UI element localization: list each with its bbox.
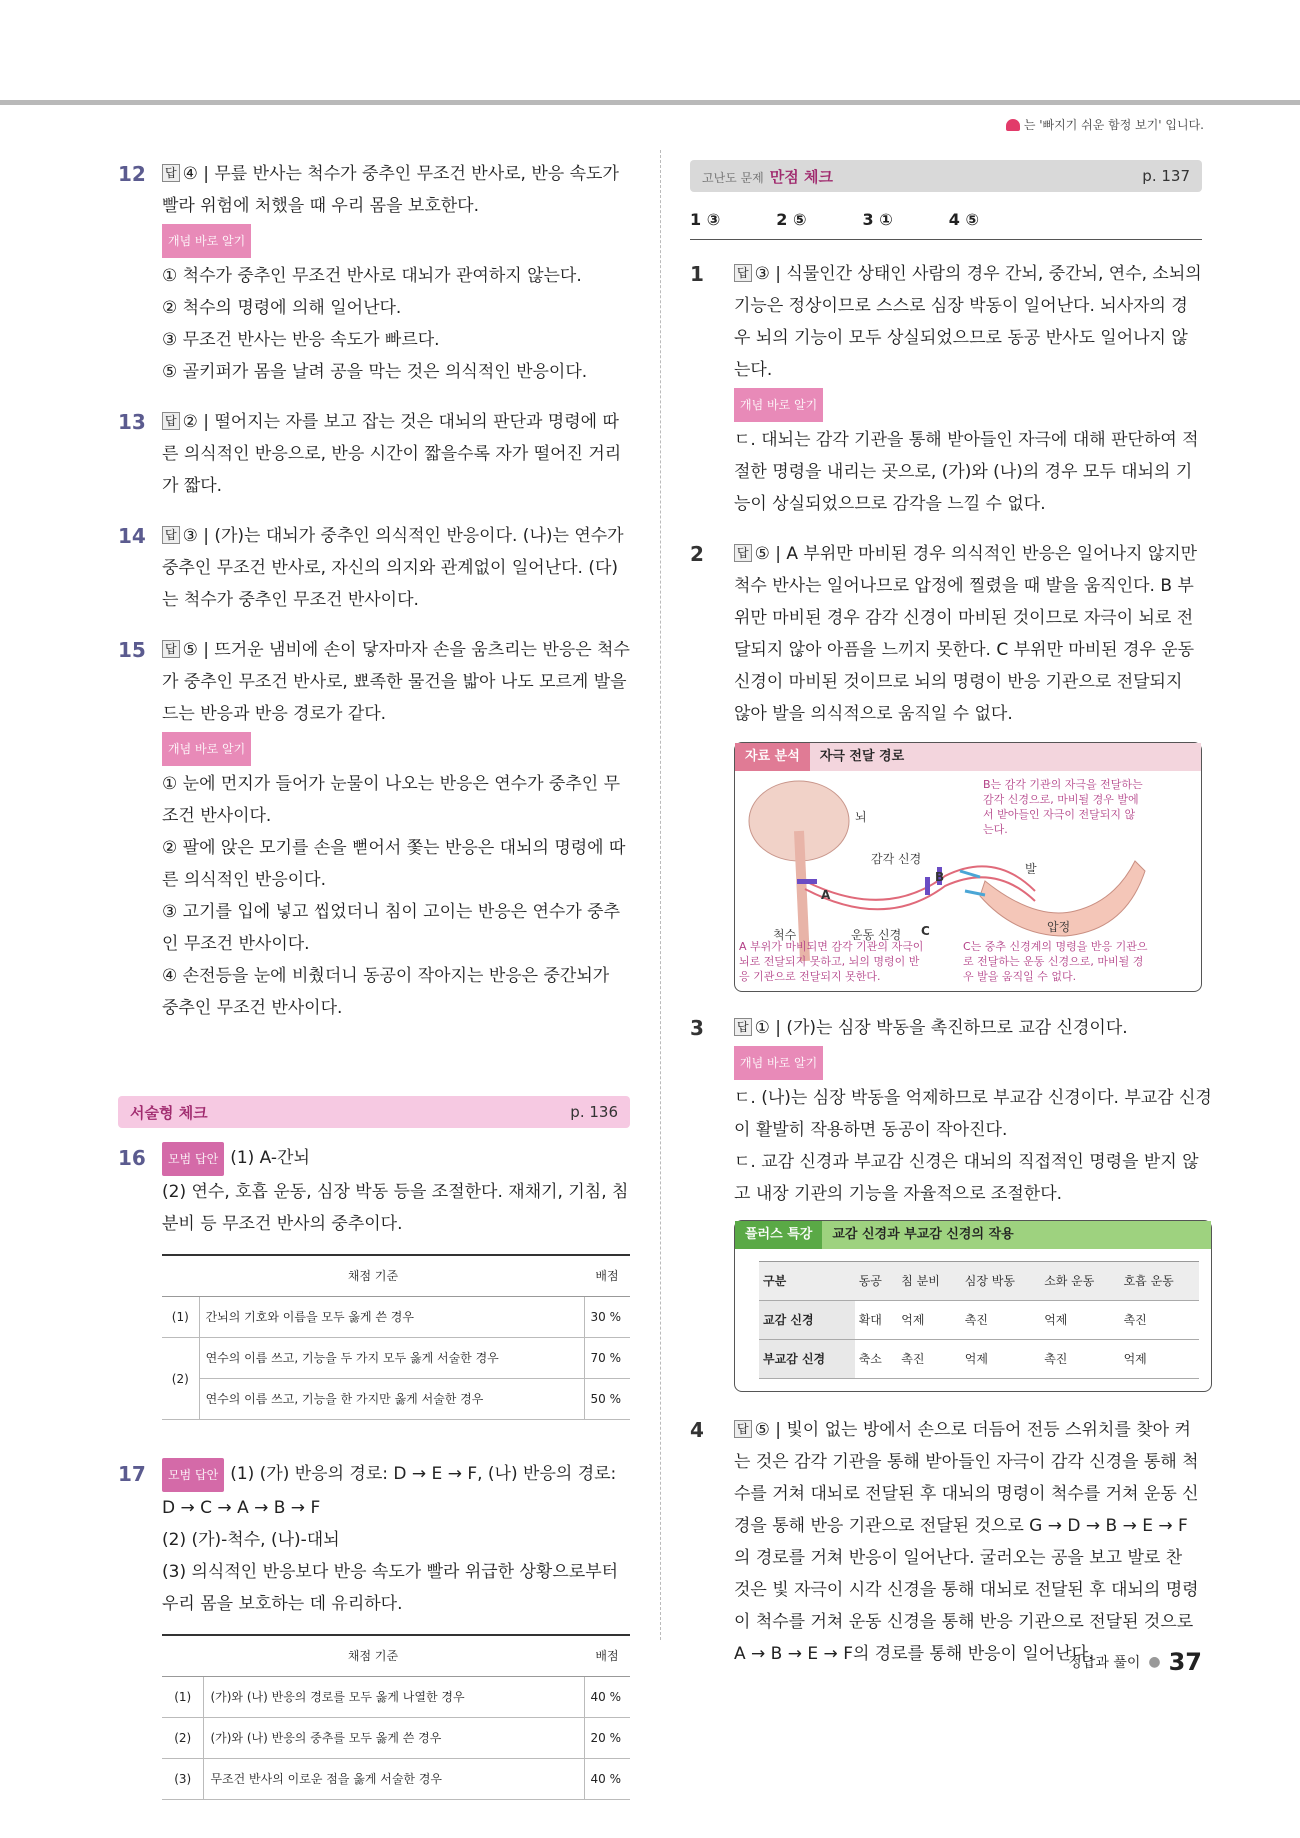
page-number: 37 <box>1168 1648 1202 1676</box>
right-column <box>690 160 1212 1688</box>
answer-17 <box>118 1458 630 1820</box>
answer-4 <box>690 1414 1202 1670</box>
answer-text: ⑤ | 뜨거운 냄비에 손이 닿자마자 손을 움츠리는 반응은 척수가 중추인 무조건 반사로, 뾰족한 물건을 밟아 나도 모르게 발을 드는 반응과 반응 경로가 같다. <box>162 640 630 724</box>
answer-2 <box>690 538 1202 1008</box>
label-a: A <box>821 888 831 902</box>
concept-point: ② 척수의 명령에 의해 일어난다. <box>162 298 402 318</box>
answer-15 <box>118 634 630 1024</box>
answer-mark: 답 <box>162 640 180 658</box>
answer-mark: 답 <box>162 526 180 544</box>
answer-text: ⑤ | 빛이 없는 방에서 손으로 더듬어 전등 스위치를 찾아 켜는 것은 감각 기관을 통해 받아들인 자극이 감각 신경을 통해 척수를 거쳐 대뇌로 전달된 후 대뇌의 명령이 척수를 거쳐 운동 신경을 통해 반응 기관으로 전달된 것으로 G → D → B → E → F의 경로를 거쳐 반응이 일어난다. 굴러오는 공을 보고 발로 찬 것은 빛 자극이 시각 신경을 통해 대뇌로 전달된 후 대뇌의 명령이 척수를 거쳐 운동 신경을 통해 반응 기관으로 전달된 것으로 A → B → E → F의 경로를 통해 반응이 일어난다. <box>734 1420 1199 1664</box>
question-number: 14 <box>118 524 146 548</box>
note-c: C는 중추 신경계의 명령을 반응 기관으로 전달하는 운동 신경으로, 마비될 경우 발을 움직일 수 없다. <box>963 940 1148 983</box>
answer-mark: 답 <box>162 164 180 182</box>
concept-point: ② 팔에 앉은 모기를 손을 뻗어서 쫓는 반응은 대뇌의 명령에 따른 의식적인 반응이다. <box>162 838 626 890</box>
plus-lecture-box <box>734 1220 1212 1392</box>
concept-tag: 개념 바로 알기 <box>162 732 251 766</box>
plus-title: 교감 신경과 부교감 신경의 작용 <box>832 1227 1014 1242</box>
figure-title: 자극 전달 경로 <box>819 749 905 764</box>
legend-note: 는 '빠지기 쉬운 함정 보기' 입니다. <box>1006 116 1204 133</box>
plus-label: 플러스 특강 <box>735 1221 822 1249</box>
label-b: B <box>935 870 945 884</box>
answer-text: ② | 떨어지는 자를 보고 잡는 것은 대뇌의 판단과 명령에 따른 의식적인 반응으로, 반응 시간이 짧을수록 자가 떨어진 거리가 짧다. <box>162 412 622 496</box>
label-spinal-cord: 척수 <box>773 928 797 942</box>
question-number: 17 <box>118 1462 146 1486</box>
model-answer-tag: 모범 답안 <box>162 1458 224 1492</box>
concept-tag: 개념 바로 알기 <box>734 1046 823 1080</box>
answer-line: (1) A-간뇌 <box>230 1148 310 1168</box>
question-number: 3 <box>690 1016 704 1040</box>
answer-text: ③ | (가)는 대뇌가 중추인 의식적인 반응이다. (나)는 연수가 중추인 무조건 반사로, 자신의 의지와 관계없이 일어난다. (다)는 척수가 중추인 무조건 반사이다. <box>162 526 624 610</box>
answer-mark: 답 <box>734 1018 752 1036</box>
question-number: 2 <box>690 542 704 566</box>
table-row: 연수의 이름 쓰고, 기능을 한 가지만 옳게 서술한 경우 50 % <box>162 1379 630 1420</box>
nerve-function-table <box>759 1261 1199 1379</box>
scoring-table <box>162 1634 630 1800</box>
label-motor-nerve: 운동 신경 <box>851 928 902 942</box>
answer-line: (2) 연수, 호흡 운동, 심장 박동 등을 조절한다. 재채기, 기침, 침 분비 등 무조건 반사의 중추이다. <box>162 1182 629 1234</box>
page-reference: p. 136 <box>570 1103 618 1121</box>
table-header: 채점 기준 <box>162 1635 584 1677</box>
answer-14 <box>118 520 630 616</box>
label-sensory-nerve: 감각 신경 <box>871 852 922 866</box>
footer-dot-icon: ● <box>1148 1654 1161 1670</box>
answer-text: ① | (가)는 심장 박동을 촉진하므로 교감 신경이다. <box>754 1018 1128 1038</box>
table-row: (1) (가)와 (나) 반응의 경로를 모두 옳게 나열한 경우 40 % <box>162 1677 630 1718</box>
stimulus-pathway-figure <box>734 742 1202 992</box>
table-row: 부교감 신경 축소 촉진 억제 촉진 억제 <box>759 1340 1199 1379</box>
point-c-marker <box>925 877 930 895</box>
table-row: (2) (가)와 (나) 반응의 중추를 모두 옳게 쓴 경우 20 % <box>162 1718 630 1759</box>
label-c: C <box>921 924 930 938</box>
quick-answer: 2 ⑤ <box>776 210 807 229</box>
figure-label: 자료 분석 <box>735 743 810 771</box>
concept-point: ③ 무조건 반사는 반응 속도가 빠르다. <box>162 330 440 350</box>
question-number: 16 <box>118 1146 146 1170</box>
section-title: 서술형 체크 <box>130 1103 208 1122</box>
table-header: 채점 기준 <box>162 1255 584 1297</box>
question-number: 12 <box>118 162 146 186</box>
label-foot: 발 <box>1025 862 1037 876</box>
concept-point: ㄷ. (나)는 심장 박동을 억제하므로 부교감 신경이다. 부교감 신경이 활발히 작용하면 동공이 작아진다. <box>734 1088 1212 1140</box>
table-header: 배점 <box>584 1255 630 1297</box>
section-title: 만점 체크 <box>769 167 833 186</box>
model-answer-tag: 모범 답안 <box>162 1142 224 1176</box>
answer-line: (3) 의식적인 반응보다 반응 속도가 빨라 위급한 상황으로부터 우리 몸을 보호하는 데 유리하다. <box>162 1562 619 1614</box>
left-column <box>118 158 630 1838</box>
answer-mark: 답 <box>734 264 752 282</box>
concept-point: ① 눈에 먼지가 들어가 눈물이 나오는 반응은 연수가 중추인 무조건 반사이다. <box>162 774 621 826</box>
question-number: 4 <box>690 1418 704 1442</box>
point-a-marker <box>797 879 817 884</box>
question-number: 1 <box>690 262 704 286</box>
scoring-table <box>162 1254 630 1420</box>
answer-text: ③ | 식물인간 상태인 사람의 경우 간뇌, 중간뇌, 연수, 소뇌의 기능은 정상이므로 스스로 심장 박동이 일어난다. 뇌사자의 경우 뇌의 기능이 모두 상실되었으므로 동공 반사도 일어나지 않는다. <box>734 264 1202 380</box>
answer-13 <box>118 406 630 502</box>
page-reference: p. 137 <box>1142 167 1190 185</box>
answer-text: ④ | 무릎 반사는 척수가 중추인 무조건 반사로, 반응 속도가 빨라 위험에 처했을 때 우리 몸을 보호한다. <box>162 164 619 216</box>
top-rule <box>0 100 1300 105</box>
concept-point: ① 척수가 중추인 무조건 반사로 대뇌가 관여하지 않는다. <box>162 266 582 286</box>
high-difficulty-bar <box>690 160 1202 192</box>
quick-answers <box>690 206 1202 240</box>
answer-mark: 답 <box>162 412 180 430</box>
signal-arrow <box>960 871 980 877</box>
note-b: B는 감각 기관의 자극을 전달하는 감각 신경으로, 마비될 경우 발에서 받아들인 자극이 전달되지 않는다. <box>983 778 1143 836</box>
page-footer <box>1068 1648 1202 1676</box>
quick-answer: 4 ⑤ <box>948 210 979 229</box>
table-row: (1) 간뇌의 기호와 이름을 모두 옳게 쓴 경우 30 % <box>162 1297 630 1338</box>
concept-point: ⑤ 골키퍼가 몸을 날려 공을 막는 것은 의식적인 반응이다. <box>162 362 588 382</box>
answer-line: (2) (가)-척수, (나)-대뇌 <box>162 1530 340 1550</box>
answer-3 <box>690 1012 1212 1408</box>
footer-label: 정답과 풀이 <box>1068 1655 1141 1671</box>
section-subtitle: 고난도 문제 <box>702 170 764 185</box>
answer-mark: 답 <box>734 544 752 562</box>
quick-answer: 1 ③ <box>690 210 721 229</box>
table-row: 교감 신경 확대 억제 촉진 억제 촉진 <box>759 1301 1199 1340</box>
question-number: 15 <box>118 638 146 662</box>
concept-tag: 개념 바로 알기 <box>162 224 251 258</box>
essay-check-bar <box>118 1096 630 1128</box>
answer-text: ⑤ | A 부위만 마비된 경우 의식적인 반응은 일어나지 않지만 척수 반사는 일어나므로 압정에 찔렸을 때 발을 움직인다. B 부위만 마비된 경우 감각 신경이 마비된 것이므로 자극이 뇌로 전달되지 않아 아픔을 느끼지 못한다. C 부위만 마비된 경우 운동 신경이 마비된 것이므로 뇌의 명령이 반응 기관으로 전달되지 않아 발을 의식적으로 움직일 수 없다. <box>734 544 1198 724</box>
table-header: 배점 <box>584 1635 630 1677</box>
concept-tag: 개념 바로 알기 <box>734 388 823 422</box>
table-row: (2) 연수의 이름 쓰고, 기능을 두 가지 모두 옳게 서술한 경우 70 % <box>162 1338 630 1379</box>
concept-point: ㄷ. 교감 신경과 부교감 신경은 대뇌의 직접적인 명령을 받지 않고 내장 기관의 기능을 자율적으로 조절한다. <box>734 1152 1199 1204</box>
question-number: 13 <box>118 410 146 434</box>
concept-point: ㄷ. 대뇌는 감각 기관을 통해 받아들인 자극에 대해 판단하여 적절한 명령을 내리는 곳으로, (가)와 (나)의 경우 모두 대뇌의 기능이 상실되었으므로 감각을 느낄 수 없다. <box>734 430 1199 514</box>
concept-point: ④ 손전등을 눈에 비췄더니 동공이 작아지는 반응은 중간뇌가 중추인 무조건 반사이다. <box>162 966 610 1018</box>
label-pin: 압정 <box>1047 920 1071 934</box>
answer-mark: 답 <box>734 1420 752 1438</box>
table-row: (3) 무조건 반사의 이로운 점을 옳게 서술한 경우 40 % <box>162 1759 630 1800</box>
answer-12 <box>118 158 630 388</box>
answer-16 <box>118 1142 630 1440</box>
answer-line: (1) (가) 반응의 경로: D → E → F, (나) 반응의 경로: D → C → A → B → F <box>162 1464 617 1518</box>
trap-bell-icon <box>1006 119 1020 131</box>
column-divider <box>660 150 661 1640</box>
quick-answer: 3 ① <box>862 210 893 229</box>
answer-1 <box>690 258 1202 520</box>
note-a: A 부위가 마비되면 감각 기관의 자극이 뇌로 전달되지 못하고, 뇌의 명령이 반응 기관으로 전달되지 못한다. <box>739 940 924 983</box>
concept-point: ③ 고기를 입에 넣고 씹었더니 침이 고이는 반응은 연수가 중추인 무조건 반사이다. <box>162 902 621 954</box>
table-row: 구분 동공 침 분비 심장 박동 소화 운동 호흡 운동 <box>759 1262 1199 1301</box>
label-brain: 뇌 <box>855 810 867 824</box>
